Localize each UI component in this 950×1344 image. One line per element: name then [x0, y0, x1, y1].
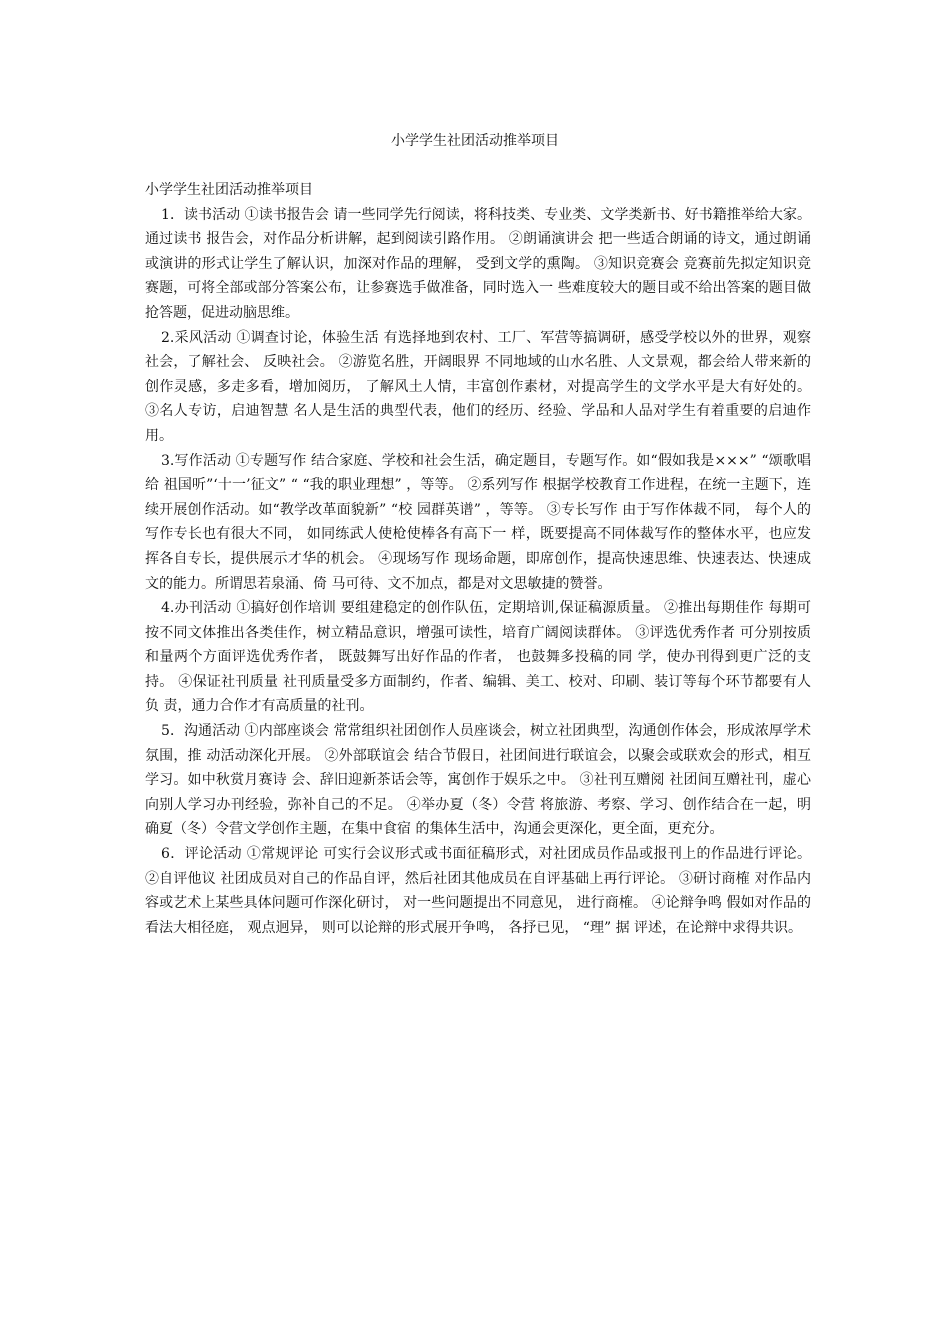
document-title: 小学学生社团活动推举项目: [391, 133, 559, 149]
paragraph-reading-activity: 1．读书活动 ①读书报告会 请一些同学先行阅读，将科技类、专业类、文学类新书、好书籍推举给大家。通过读书 报告会，对作品分析讲解，起到阅读引路作用。 ②朗诵演讲会 把一些适合朗诵的诗文，通过朗诵或演讲的形式让学生了解认识，加深对作品的理解， 受到文学的熏陶。 ③知识竞赛会 竞赛前先拟定知识竞赛题，可将全部或部分答案公布，让参赛选手做准备，同时选入一 些难度较大的题目或不给出答案的题目做抢答题，促进动脑思维。: [145, 206, 811, 321]
document-body: [145, 178, 811, 940]
paragraph-review-activity: 6．评论活动 ①常规评论 可实行会议形式或书面征稿形式，对社团成员作品或报刊上的作品进行评论。 ②自评他议 社团成员对自己的作品自评，然后社团其他成员在自评基础上再行评论。 ③研讨商榷 对作品内容或艺术上某些具体问题可作深化研讨， 对一些问题提出不同意见， 进行商榷。 ④论辩争鸣 假如对作品的看法大相径庭， 观点迥异， 则可以论辩的形式展开争鸣， 各抒已见， “理” 据 评述，在论辩中求得共识。: [145, 846, 811, 936]
paragraph-writing-activity: 3.写作活动 ①专题写作 结合家庭、学校和社会生活，确定题目，专题写作。如“假如我是×××” “颂歌唱给 祖国听”‘十一’征文” “ “我的职业理想” ，等等。 ②系列写作 根据学校教育工作进程，在统一主题下，连续开展创作活动。如“教学改革面貌新” “校 园群英谱” ，等等。 ③专长写作 由于写作体裁不同， 每个人的写作专长也有很大不同， 如同练武人使枪使棒各有高下一 样，既要提高不同体裁写作的整体水平，也应发挥各自专长，提供展示才华的机会。 ④现场写作 现场命题，即席创作，提高快速思维、快速表达、快速成文的能力。所谓思若泉涌、倚 马可待、文不加点，都是对文思敏捷的赞誉。: [145, 452, 811, 592]
paragraph-communication-activity: 5．沟通活动 ①内部座谈会 常常组织社团创作人员座谈会，树立社团典型，沟通创作体会，形成浓厚学术氛围，推 动活动深化开展。 ②外部联谊会 结合节假日，社团间进行联谊会，以聚会或联欢会的形式，相互学习。如中秋赏月赛诗 会、辞旧迎新茶话会等，寓创作于娱乐之中。 ③社刊互赠阅 社团间互赠社刊，虚心向别人学习办刊经验，弥补自己的不足。 ④举办夏（冬）令营 将旅游、考察、学习、创作结合在一起，明确夏（冬）令营文学创作主题，在集中食宿 的集体生活中，沟通会更深化，更全面，更充分。: [145, 723, 811, 838]
document-subtitle: 小学学生社团活动推举项目: [145, 182, 313, 198]
paragraph-publication-activity: 4.办刊活动 ①搞好创作培训 要组建稳定的创作队伍，定期培训,保证稿源质量。 ②推出每期佳作 每期可按不同文体推出各类佳作，树立精品意识，增强可读性，培育广阔阅读群体。 ③评选优秀作者 可分别按质和量两个方面评选优秀作者， 既鼓舞写出好作品的作者， 也鼓舞多投稿的同 学，使办刊得到更广泛的支持。 ④保证社刊质量 社刊质量受多方面制约，作者、编辑、美工、校对、印刷、装订等每个环节都要有人负 责，通力合作才有高质量的社刊。: [145, 600, 811, 715]
paragraph-field-activity: 2.采风活动 ①调查讨论，体验生活 有选择地到农村、工厂、军营等搞调研，感受学校以外的世界，观察社会，了解社会、 反映社会。 ②游览名胜，开阔眼界 不同地域的山水名胜、人文景观，都会给人带来新的创作灵感，多走多看，增加阅历， 了解风土人情，丰富创作素材，对提高学生的文学水平是大有好处的。 ③名人专访，启迪智慧 名人是生活的典型代表，他们的经历、经验、学品和人品对学生有着重要的启迪作用。: [145, 329, 811, 444]
